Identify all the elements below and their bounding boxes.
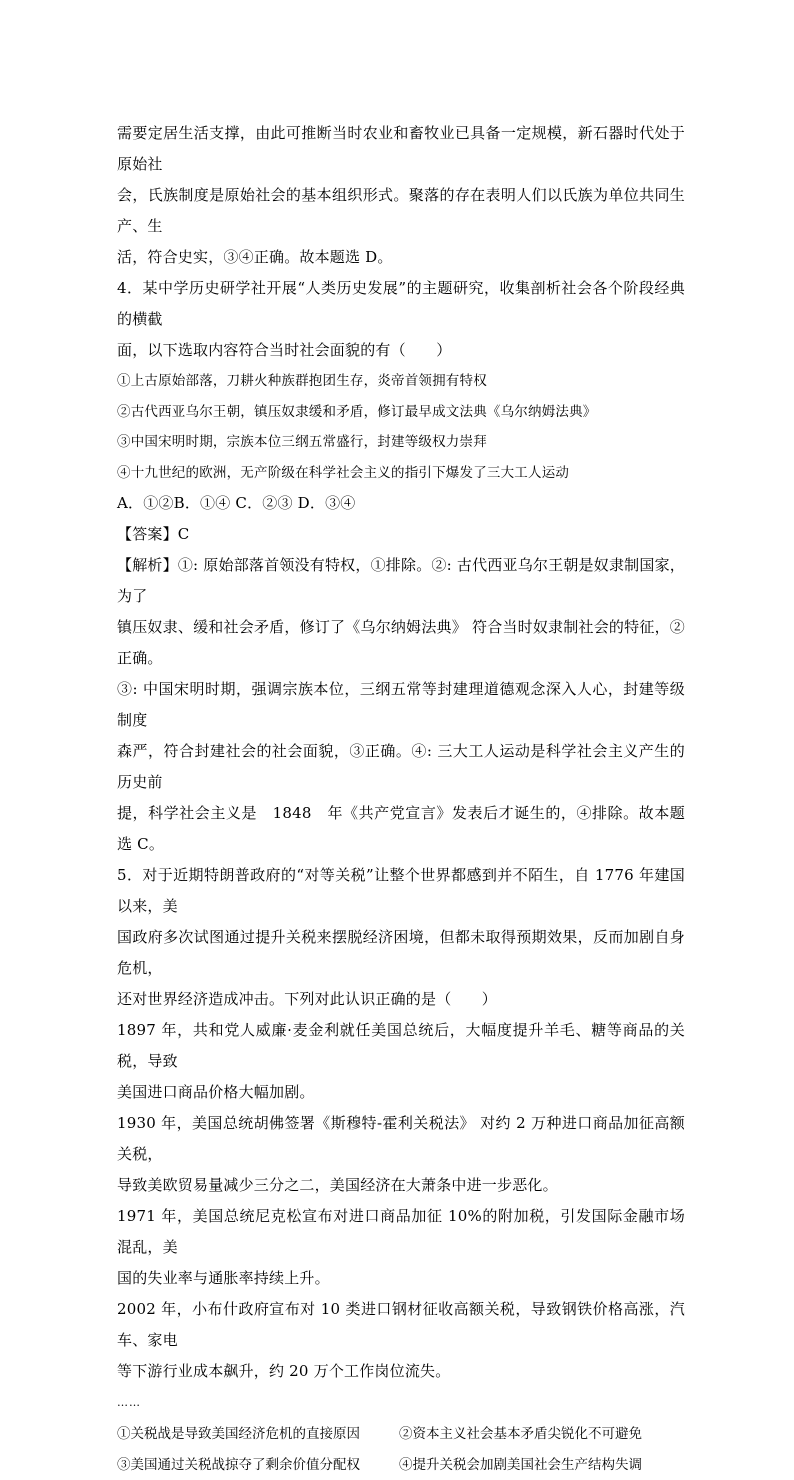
question-4-stem: 面，以下选取内容符合当时社会面貌的有（ ） bbox=[117, 335, 685, 366]
text-line: 活，符合史实，③④正确。故本题选 D。 bbox=[117, 242, 685, 273]
q4-option-1: ①上古原始部落，刀耕火种族群抱团生存，炎帝首领拥有特权 bbox=[117, 366, 685, 397]
q4-analysis-line: 森严，符合封建社会的社会面貌，③正确。④: 三大工人运动是科学社会主义产生的历史前 bbox=[117, 736, 685, 798]
q4-option-2: ②古代西亚乌尔王朝，镇压奴隶缓和矛盾，修订最早成文法典《乌尔纳姆法典》 bbox=[117, 397, 685, 428]
q5-material-line: 等下游行业成本飙升，约 20 万个工作岗位流失。 bbox=[117, 1356, 685, 1387]
q4-analysis-line: ③: 中国宋明时期，强调宗族本位，三纲五常等封建理道德观念深入人心，封建等级制度 bbox=[117, 674, 685, 736]
q5-options-row bbox=[117, 1450, 685, 1480]
q5-option-1: ①关税战是导致美国经济危机的直接原因 bbox=[117, 1419, 399, 1450]
q5-material-line: 1971 年，美国总统尼克松宣布对进口商品加征 10%的附加税，引发国际金融市场混乱，美 bbox=[117, 1201, 685, 1263]
q5-material-line: 1930 年，美国总统胡佛签署《斯穆特-霍利关税法》 对约 2 万种进口商品加征高额关税， bbox=[117, 1108, 685, 1170]
q4-analysis-line: 提，科学社会主义是 1848 年《共产党宣言》发表后才诞生的，④排除。故本题选 C。 bbox=[117, 798, 685, 860]
question-5-stem: 5．对于近期特朗普政府的“对等关税”让整个世界都感到并不陌生，自 1776 年建国以来，美 bbox=[117, 860, 685, 922]
text-line: 会，氏族制度是原始社会的基本组织形式。聚落的存在表明人们以氏族为单位共同生产、生 bbox=[117, 180, 685, 242]
q5-material-line: 美国进口商品价格大幅加剧。 bbox=[117, 1077, 685, 1108]
text-line: 需要定居生活支撑，由此可推断当时农业和畜牧业已具备一定规模，新石器时代处于原始社 bbox=[117, 118, 685, 180]
question-5-stem: 国政府多次试图通过提升关税来摆脱经济困境，但都未取得预期效果，反而加剧自身危机， bbox=[117, 922, 685, 984]
q5-material-line: 导致美欧贸易量减少三分之二，美国经济在大萧条中进一步恶化。 bbox=[117, 1170, 685, 1201]
q5-option-2: ②资本主义社会基本矛盾尖锐化不可避免 bbox=[399, 1419, 685, 1450]
q4-analysis-line: 镇压奴隶、缓和社会矛盾，修订了《乌尔纳姆法典》 符合当时奴隶制社会的特征，②正确。 bbox=[117, 612, 685, 674]
q5-material-line: 国的失业率与通胀率持续上升。 bbox=[117, 1263, 685, 1294]
q4-option-3: ③中国宋明时期，宗族本位三纲五常盛行，封建等级权力崇拜 bbox=[117, 427, 685, 458]
q5-material-line: 2002 年，小布什政府宣布对 10 类进口钢材征收高额关税，导致钢铁价格高涨，汽车、家电 bbox=[117, 1294, 685, 1356]
q5-option-4: ④提升关税会加剧美国社会生产结构失调 bbox=[399, 1450, 685, 1480]
q4-analysis-line: 【解析】①: 原始部落首领没有特权，①排除。②: 古代西亚乌尔王朝是奴隶制国家，为了 bbox=[117, 550, 685, 612]
document-page bbox=[117, 118, 685, 1480]
question-4-stem: 4．某中学历史研学社开展“人类历史发展”的主题研究，收集剖析社会各个阶段经典的横截 bbox=[117, 273, 685, 335]
q5-option-3: ③美国通过关税战掠夺了剩余价值分配权 bbox=[117, 1450, 399, 1480]
ellipsis: …… bbox=[117, 1387, 685, 1419]
q4-answer: 【答案】C bbox=[117, 519, 685, 550]
q5-options-row bbox=[117, 1419, 685, 1450]
q4-choices: A．①②B．①④ C．②③ D．③④ bbox=[117, 488, 685, 519]
question-5-stem: 还对世界经济造成冲击。下列对此认识正确的是（ ） bbox=[117, 984, 685, 1015]
q4-option-4: ④十九世纪的欧洲，无产阶级在科学社会主义的指引下爆发了三大工人运动 bbox=[117, 458, 685, 489]
q5-material-line: 1897 年，共和党人威廉·麦金利就任美国总统后，大幅度提升羊毛、糖等商品的关税，导致 bbox=[117, 1015, 685, 1077]
